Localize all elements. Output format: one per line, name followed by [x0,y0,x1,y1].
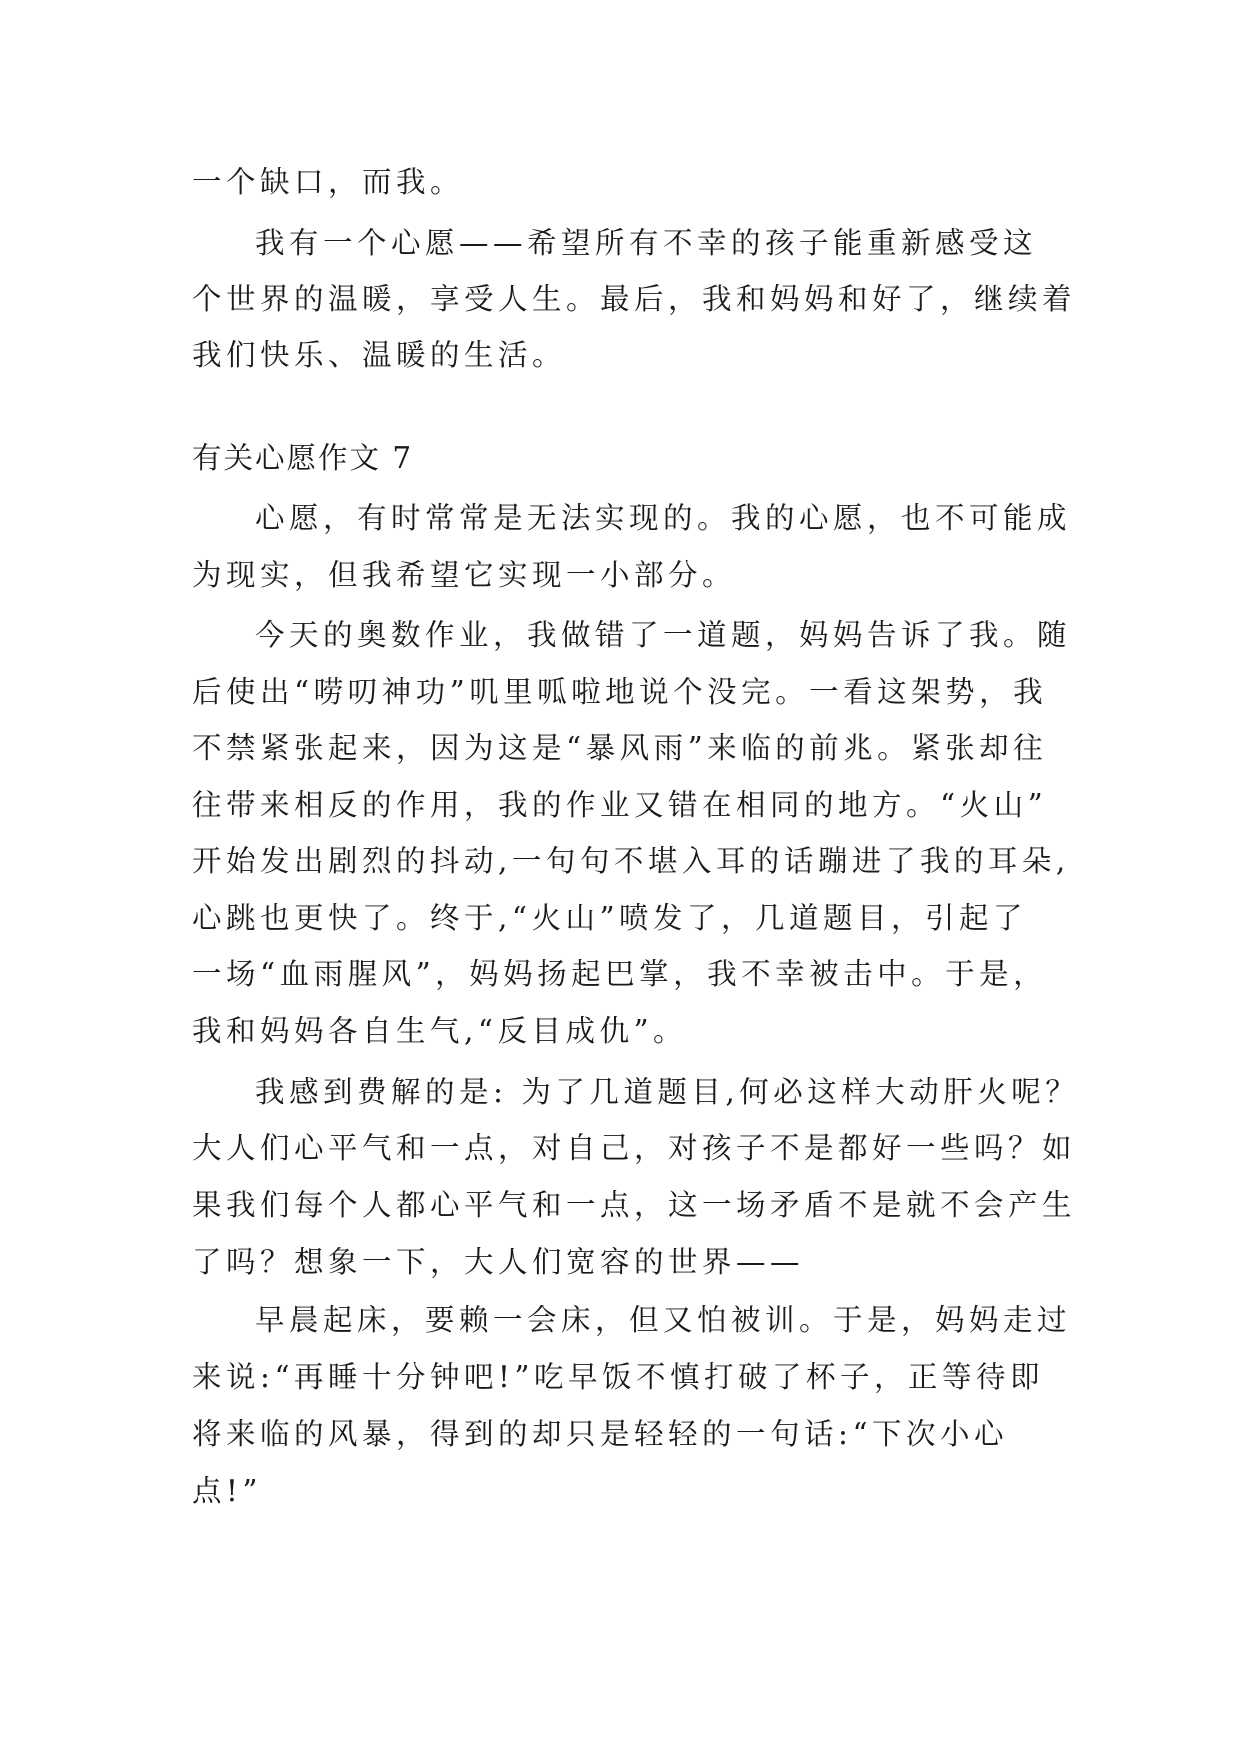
paragraph-line: 点!” [192,1474,262,1508]
paragraph-line: 不禁紧张起来，因为这是“暴风雨”来临的前兆。紧张却往 [192,731,1048,765]
paragraph-line: 心跳也更快了。终于,“火山”喷发了，几道题目，引起了 [192,901,1028,935]
paragraph-line: 早晨起床，要赖一会床，但又怕被训。于是，妈妈走过 [255,1303,1072,1337]
paragraph-line: 今天的奥数作业，我做错了一道题，妈妈告诉了我。随 [255,618,1072,652]
paragraph-line: 大人们心平气和一点，对自己，对孩子不是都好一些吗？如 [192,1131,1077,1165]
paragraph-line: 一个缺口，而我。 [192,165,465,199]
paragraph-line: 我有一个心愿——希望所有不幸的孩子能重新感受这 [255,226,1038,260]
paragraph-line: 我感到费解的是: 为了几道题目,何必这样大动肝火呢？ [255,1075,1080,1109]
paragraph-line: 将来临的风暴，得到的却只是轻轻的一句话:“下次小心 [192,1417,1009,1451]
paragraph-line: 为现实，但我希望它实现一小部分。 [192,558,737,592]
paragraph-line: 来说:“再睡十分钟吧!”吃早饭不慎打破了杯子，正等待即 [192,1360,1044,1394]
paragraph-line: 了吗？想象一下，大人们宽容的世界—— [192,1245,805,1279]
paragraph-line: 开始发出剧烈的抖动,一句句不堪入耳的话蹦进了我的耳朵, [192,844,1070,878]
paragraph-line: 一场“血雨腥风”，妈妈扬起巴掌，我不幸被击中。于是， [192,957,1048,991]
paragraph-line: 我们快乐、温暖的生活。 [192,338,567,372]
paragraph-line: 个世界的温暖，享受人生。最后，我和妈妈和好了，继续着 [192,282,1077,316]
paragraph-line: 心愿，有时常常是无法实现的。我的心愿，也不可能成 [255,501,1072,535]
paragraph-line: 我和妈妈各自生气,“反目成仇”。 [192,1014,688,1048]
paragraph-line: 往带来相反的作用，我的作业又错在相同的地方。“火山” [192,788,1048,822]
paragraph-line: 果我们每个人都心平气和一点，这一场矛盾不是就不会产生 [192,1188,1077,1222]
section-heading: 有关心愿作文 7 [192,441,414,475]
paragraph-line: 后使出“唠叨神功”叽里呱啦地说个没完。一看这架势，我 [192,675,1048,709]
